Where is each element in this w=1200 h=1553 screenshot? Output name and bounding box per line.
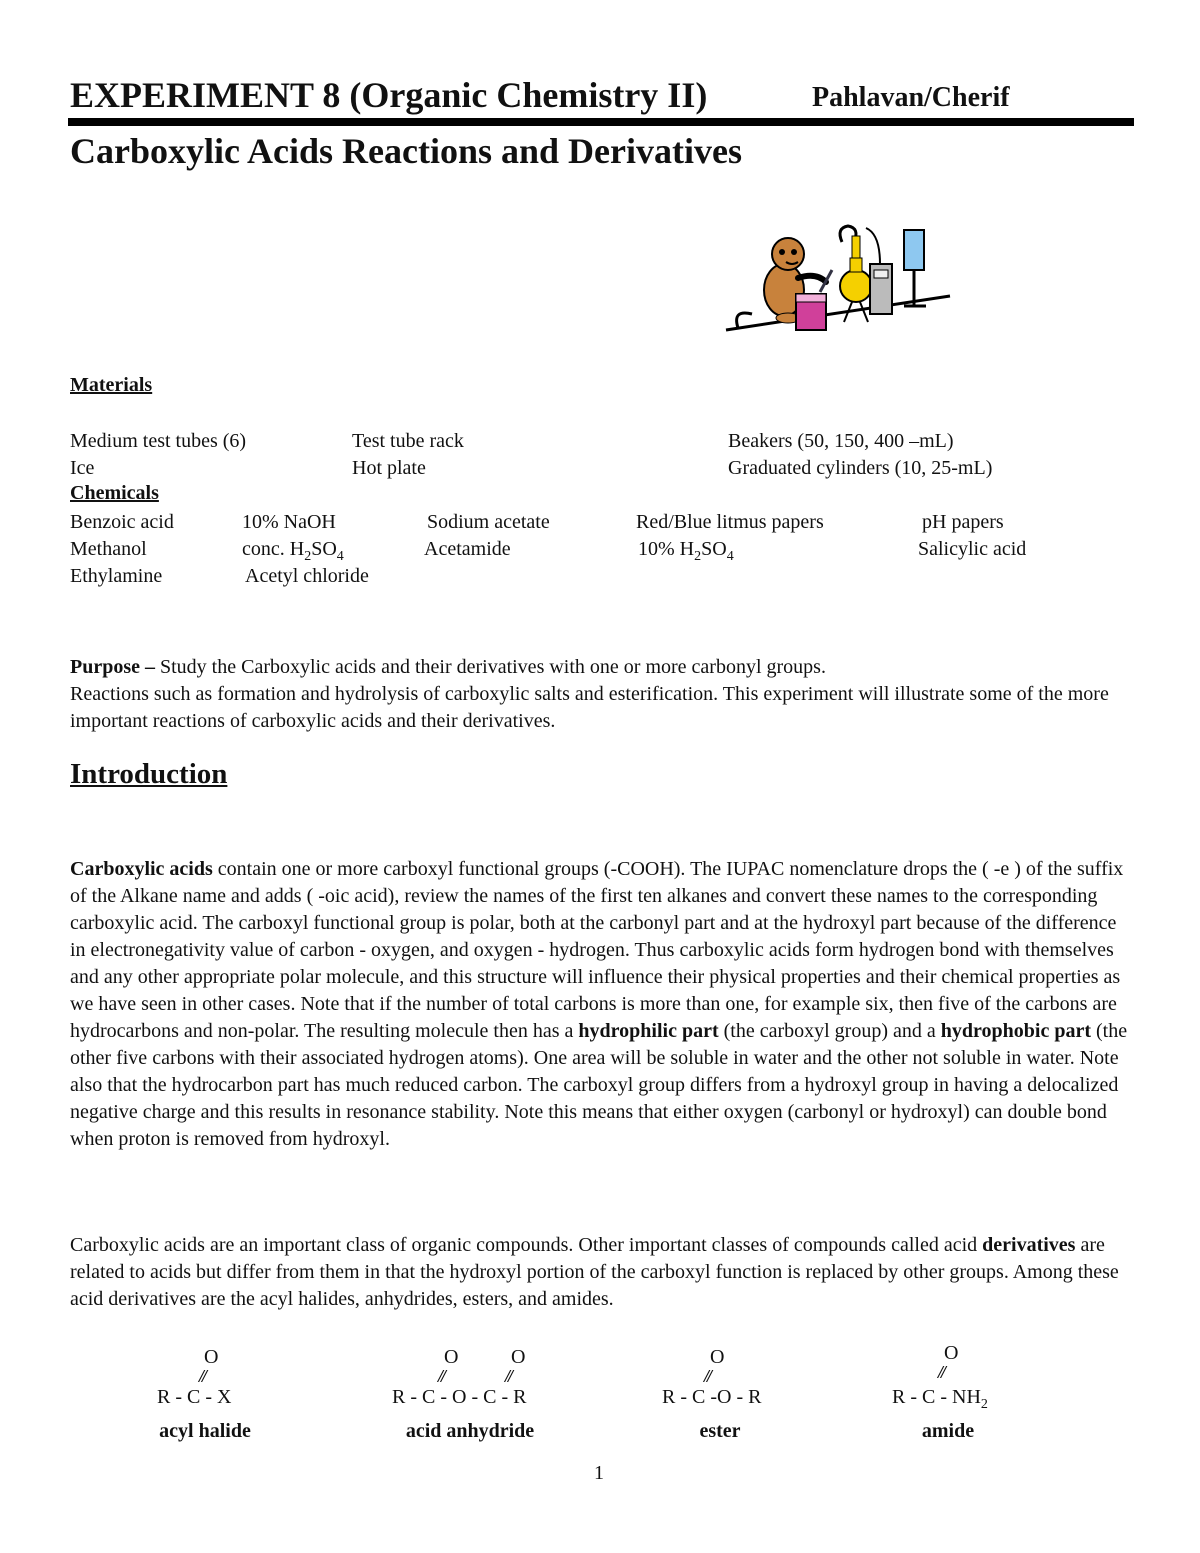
chemical-item: Methanol xyxy=(70,538,147,560)
carbonyl-oxygen: O xyxy=(710,1346,725,1368)
chemical-item: Sodium acetate xyxy=(427,511,550,533)
chemical-item: Acetamide xyxy=(424,538,511,560)
structure-name: acyl halide xyxy=(159,1420,251,1442)
chemical-item: pH papers xyxy=(922,511,1004,533)
double-bond-mark: // xyxy=(438,1366,445,1386)
double-bond-mark: // xyxy=(938,1362,945,1382)
chemical-item: Salicylic acid xyxy=(918,538,1027,560)
double-bond-mark: // xyxy=(704,1366,711,1386)
chemicals-heading: Chemicals xyxy=(70,482,159,504)
introduction-heading: Introduction xyxy=(70,758,228,790)
structure-formula: R - C - O - C - R xyxy=(392,1386,527,1408)
chemical-item: Red/Blue litmus papers xyxy=(636,511,824,533)
material-item: Test tube rack xyxy=(352,430,464,452)
materials-heading: Materials xyxy=(70,374,153,396)
carbonyl-oxygen: O xyxy=(444,1346,459,1368)
double-bond-mark: // xyxy=(505,1366,512,1386)
carbonyl-oxygen: O xyxy=(944,1342,959,1364)
header-rule xyxy=(68,118,1134,126)
carbonyl-oxygen: O xyxy=(511,1346,526,1368)
double-bond-mark: // xyxy=(199,1366,206,1386)
structure-formula: R - C - $NH_2$ xyxy=(892,1386,988,1412)
lab-monkey-illustration xyxy=(722,222,954,334)
material-item: Beakers (50, 150, 400 –mL) xyxy=(728,430,954,452)
purpose-label: Purpose – xyxy=(70,656,155,678)
material-item: Graduated cylinders (10, 25-mL) xyxy=(728,457,993,479)
introduction-paragraph-2: Carboxylic acids are an important class of organic compounds. Other important classes of compounds called acid derivatives are related to acids but differ from them in that the hydroxyl portion of the carboxyl function is replaced by other groups. Among these acid derivatives are the acyl halides, anhydrides, esters, and amides. xyxy=(70,1234,1119,1310)
structure-name: acid anhydride xyxy=(405,1420,535,1442)
chemical-item: Acetyl chloride xyxy=(245,565,369,587)
material-item: Medium test tubes (6) xyxy=(70,430,247,452)
chemical-item: Ethylamine xyxy=(70,565,163,587)
structure-formula: R - C -O - R xyxy=(662,1386,762,1408)
material-item: Hot plate xyxy=(352,457,426,479)
structure-formula: R - C - X xyxy=(157,1386,232,1408)
chemical-item: 10% NaOH xyxy=(242,511,336,533)
material-item: Ice xyxy=(70,457,95,479)
page-title: Carboxylic Acids Reactions and Derivatives xyxy=(70,131,742,171)
chemical-item: conc. $H_2SO_4$ xyxy=(242,538,344,564)
structure-name: amide xyxy=(921,1420,975,1442)
experiment-title: EXPERIMENT 8 (Organic Chemistry II) xyxy=(70,75,708,115)
purpose-paragraph: Purpose – Study the Carboxylic acids and their derivatives with one or more carbonyl groups. Reactions such as formation and hydrolysis of carboxylic salts and esterification. This experiment will illustrate some of the more important reactions of carboxylic acids and their derivatives. xyxy=(70,656,1109,732)
authors: Pahlavan/Cherif xyxy=(812,82,1010,113)
structure-name: ester xyxy=(699,1420,741,1442)
introduction-paragraph-1: Carboxylic acids contain one or more carboxyl functional groups (-COOH). The IUPAC nomenclature drops the ( -e ) of the suffix of the Alkane name and adds ( -oic acid), review the names of the first ten alkanes and convert these names to the corresponding carboxylic acid. The carboxyl functional group is polar, both at the carbonyl part and at the hydroxyl part because of the difference in electronegativity value of carbon - oxygen, and oxygen - hydrogen. Thus carboxylic acids form hydrogen bond with themselves and any other appropriate polar molecule, and this structure will influence their physical properties and their chemical properties as we have seen in other cases. Note that if the number of total carbons is more than one, for example six, then five of the carbons are hydrocarbons and non-polar. The resulting molecule then has a hydrophilic part (the carboxyl group) and a hydrophobic part (the other five carbons with their associated hydrogen atoms). One area will be soluble in water and the other not soluble in water. Note also that the hydrocarbon part has much reduced carbon. The carboxyl group differs from a hydroxyl group in having a delocalized negative charge and this results in resonance stability. Note this means that either oxygen (carbonyl or hydroxyl) can double bond when proton is removed from hydroxyl. xyxy=(70,858,1128,1150)
chemical-item: 10% $H_2SO_4$ xyxy=(638,538,734,564)
page-number: 1 xyxy=(594,1462,604,1484)
carbonyl-oxygen: O xyxy=(204,1346,219,1368)
chemical-item: Benzoic acid xyxy=(70,511,174,533)
